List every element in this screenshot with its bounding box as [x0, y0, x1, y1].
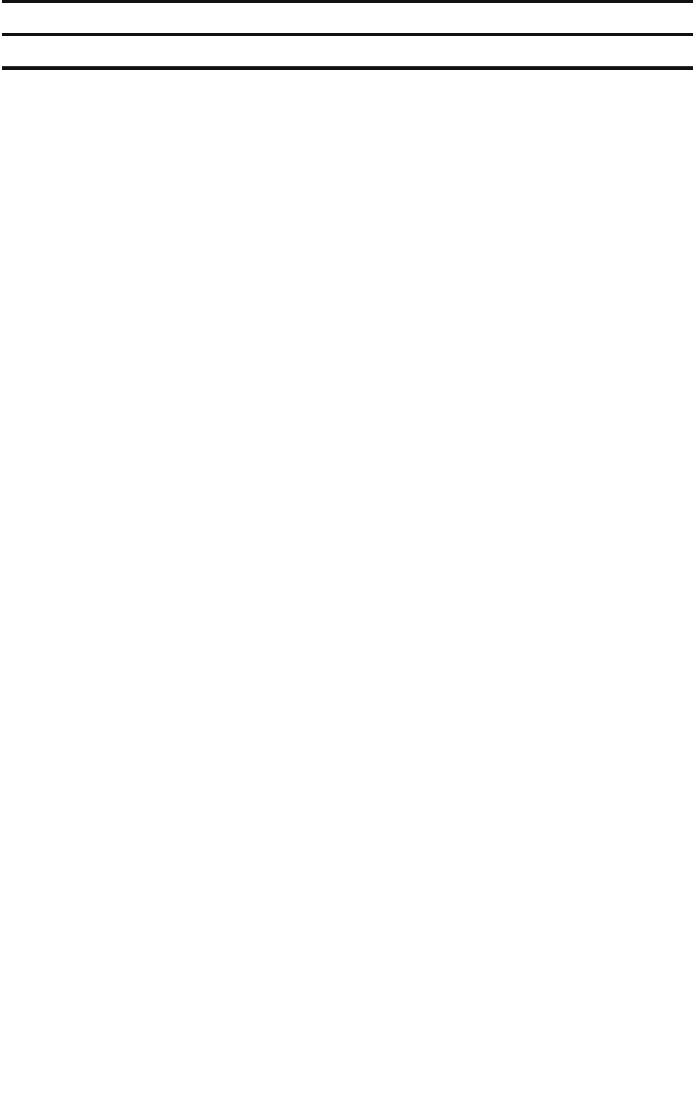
bottom-rule	[2, 67, 693, 70]
header-row-top	[2, 3, 693, 33]
results-table	[2, 0, 693, 70]
header-row-bottom	[2, 36, 693, 66]
